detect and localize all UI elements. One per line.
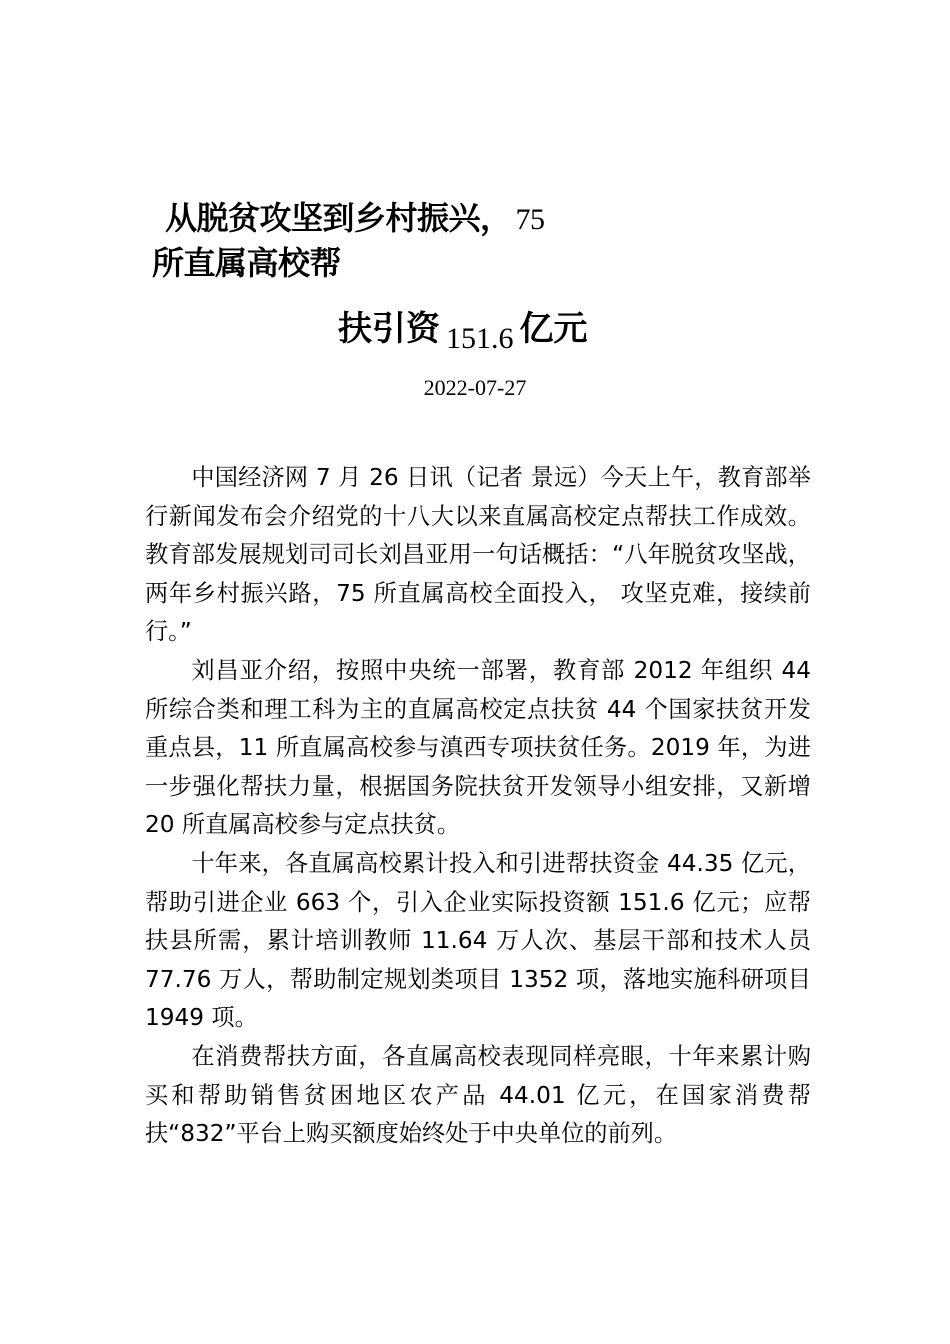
paragraph: 中国经济网 7 月 26 日讯（记者 景远）今天上午，教育部举行新闻发布会介绍党的十八大以来直属高校定点帮扶工作成效。教育部发展规划司司长刘昌亚用一句话概括：“八年脱贫攻坚战，两年乡村振兴路，75 所直属高校全面投入， 攻坚克难，接续前行。” bbox=[145, 464, 811, 646]
title-line-3-text-a: 扶引资 bbox=[338, 309, 440, 349]
title-line-1-text: 从脱贫攻坚到乡村振兴， bbox=[165, 199, 512, 237]
article-date: 2022-07-27 bbox=[423, 375, 527, 400]
article-title-line-1 bbox=[165, 198, 545, 240]
title-line-1-number: 75 bbox=[515, 203, 545, 236]
article-title-line-3 bbox=[338, 309, 588, 355]
title-line-3-text-b: 亿元 bbox=[519, 309, 588, 349]
title-line-3-number: 151.6 bbox=[446, 322, 514, 355]
article-body bbox=[145, 459, 811, 1154]
paragraph: 十年来，各直属高校累计投入和引进帮扶资金 44.35 亿元，帮助引进企业 663 个，引入企业实际投资额 151.6 亿元；应帮扶县所需，累计培训教师 11.64 万人次、基层干部和技术人员 77.76 万人，帮助制定规划类项目 1352 项，落地实施科研项目 1949 项。 bbox=[145, 849, 811, 1032]
paragraph: 刘昌亚介绍，按照中央统一部署，教育部 2012 年组织 44 所综合类和理工科为主的直属高校定点扶贫 44 个国家扶贫开发重点县，11 所直属高校参与滇西专项扶贫任务。2019 年，为进一步强化帮扶力量，根据国务院扶贫开发领导小组安排，又新增 20 所直属高校参与定点扶贫。 bbox=[145, 656, 811, 839]
article-title-line-2: 所直属高校帮 bbox=[152, 244, 342, 282]
paragraph: 在消费帮扶方面，各直属高校表现同样亮眼，十年来累计购买和帮助销售贫困地区农产品 44.01 亿元，在国家消费帮扶“832”平台上购买额度始终处于中央单位的前列。 bbox=[145, 1042, 811, 1148]
